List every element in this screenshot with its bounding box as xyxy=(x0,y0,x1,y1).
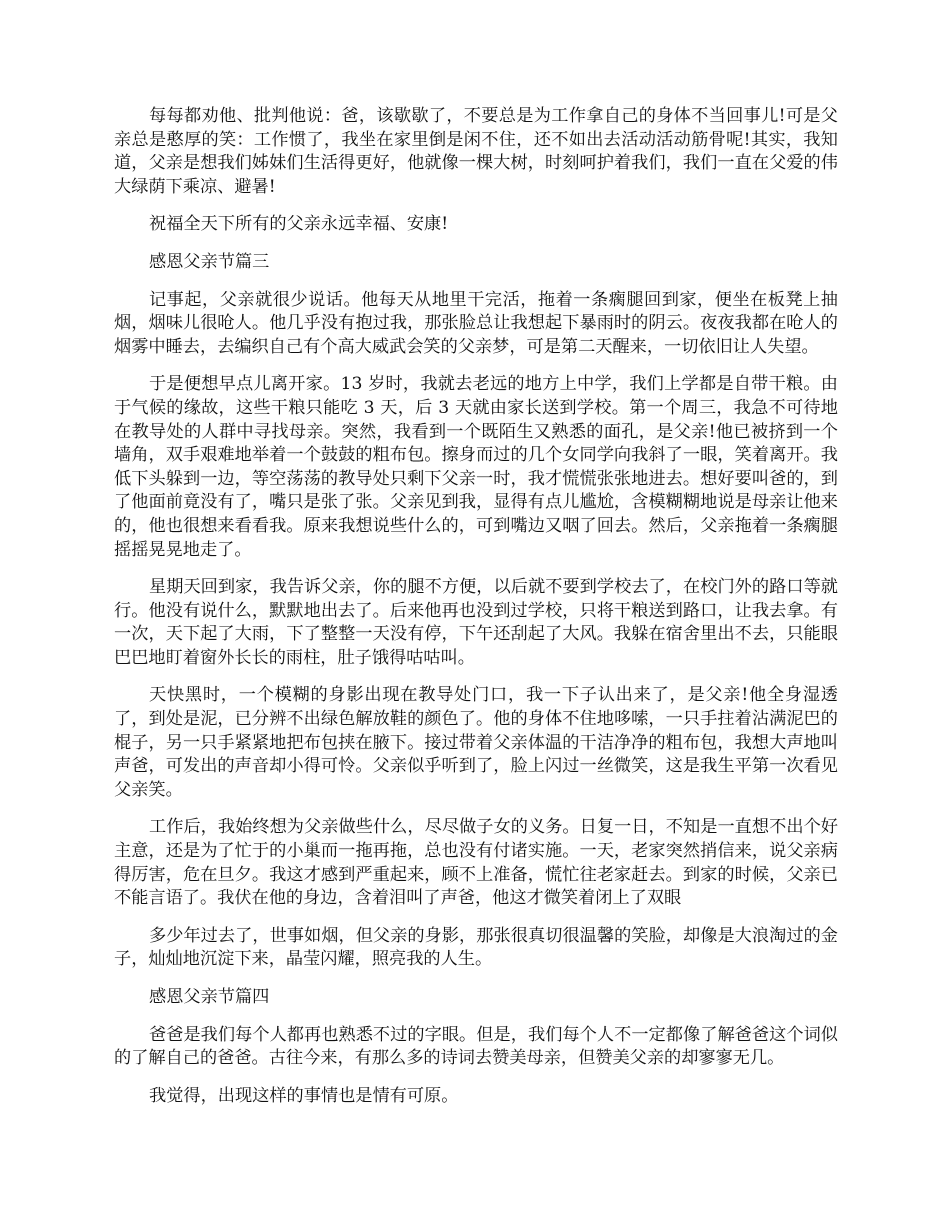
document-page xyxy=(114,105,838,1122)
paragraph-school: 于是便想早点儿离开家。13 岁时，我就去老远的地方上中学，我们上学都是自带干粮。由于气候的缘故，这些干粮只能吃 3 天，后 3 天就由家长送到学校。第一个周三，我急不可待地在教导处的人群中寻找母亲。突然，我看到一个既陌生又熟悉的面孔，是父亲!他已被挤到一个墙角，双手艰难地举着一个鼓鼓的粗布包。擦身而过的几个女同学向我斜了一眼，笑着离开。我低下头躲到一边，等空荡荡的教导处只剩下父亲一时，我才慌慌张张地进去。想好要叫爸的，到了他面前竟没有了，嘴只是张了张。父亲见到我，显得有点儿尴尬，含模糊糊地说是母亲让他来的，他也很想来看看我。原来我想说些什么的，可到嘴边又咽了回去。然后，父亲拖着一条瘸腿摇摇晃晃地走了。 xyxy=(114,374,838,560)
section-heading-four: 感恩父亲节篇四 xyxy=(149,987,270,1007)
paragraph-advice: 每每都劝他、批判他说：爸，该歇歇了，不要总是为工作拿自己的身体不当回事儿!可是父亲总是憨厚的笑：工作惯了，我坐在家里倒是闲不住，还不如出去活动活动筋骨呢!其实，我知道，父亲是想我们姊妹们生活得更好，他就像一棵大树，时刻呵护着我们，我们一直在父爱的伟大绿荫下乘凉、避暑! xyxy=(114,106,838,197)
paragraph-dad-word: 爸爸是我们每个人都再也熟悉不过的字眼。但是，我们每个人不一定都像了解爸爸这个词似的了解自己的爸爸。古往今来，有那么多的诗词去赞美母亲，但赞美父亲的却寥寥无几。 xyxy=(114,1024,838,1069)
section-heading-three: 感恩父亲节篇三 xyxy=(149,251,270,272)
paragraph-years: 多少年过去了，世事如烟，但父亲的身影，那张很真切很温馨的笑脸，却像是大浪淘过的金子，灿灿地沉淀下来，晶莹闪耀，照亮我的人生。 xyxy=(114,925,838,970)
paragraph-blessing: 祝福全天下所有的父亲永远幸福、安康! xyxy=(149,214,449,235)
paragraph-rain: 天快黑时，一个模糊的身影出现在教导处门口，我一下子认出来了，是父亲!他全身湿透了，到处是泥，已分辨不出绿色解放鞋的颜色了。他的身体不住地哆嗦，一只手拄着沾满泥巴的棍子，另一只手紧紧地把布包挟在腋下。接过带着父亲体温的干洁净净的粗布包，我想大声地叫声爸，可发出的声音却小得可怜。父亲似乎听到了，脸上闪过一丝微笑，这是我生平第一次看见父亲笑。 xyxy=(114,685,838,800)
paragraph-memory: 记事起，父亲就很少说话。他每天从地里干完活，拖着一条瘸腿回到家，便坐在板凳上抽烟，烟味儿很呛人。他几乎没有抱过我，那张脸总让我想起下暴雨时的阴云。夜夜我都在呛人的烟雾中睡去，去编织自己有个高大威武会笑的父亲梦，可是第二天醒来，一切依旧让人失望。 xyxy=(114,289,838,357)
paragraph-sunday: 星期天回到家，我告诉父亲，你的腿不方便，以后就不要到学校去了，在校门外的路口等就行。他没有说什么，默默地出去了。后来他再也没到过学校，只将干粮送到路口，让我去拿。有一次，天下起了大雨，下了整整一天没有停，下午还刮起了大风。我躲在宿舍里出不去，只能眼巴巴地盯着窗外长长的雨柱，肚子饿得咕咕叫。 xyxy=(114,577,838,668)
paragraph-reason: 我觉得，出现这样的事情也是情有可原。 xyxy=(149,1085,459,1106)
paragraph-work: 工作后，我始终想为父亲做些什么，尽尽做子女的义务。日复一日，不知是一直想不出个好主意，还是为了忙于的小巢而一拖再拖，总也没有付诸实施。一天，老家突然捎信来，说父亲病得厉害，危在旦夕。我这才感到严重起来，顾不上准备，慌忙往老家赶去。到家的时候，父亲已不能言语了。我伏在他的身边，含着泪叫了声爸，他这才微笑着闭上了双眼 xyxy=(114,817,838,909)
